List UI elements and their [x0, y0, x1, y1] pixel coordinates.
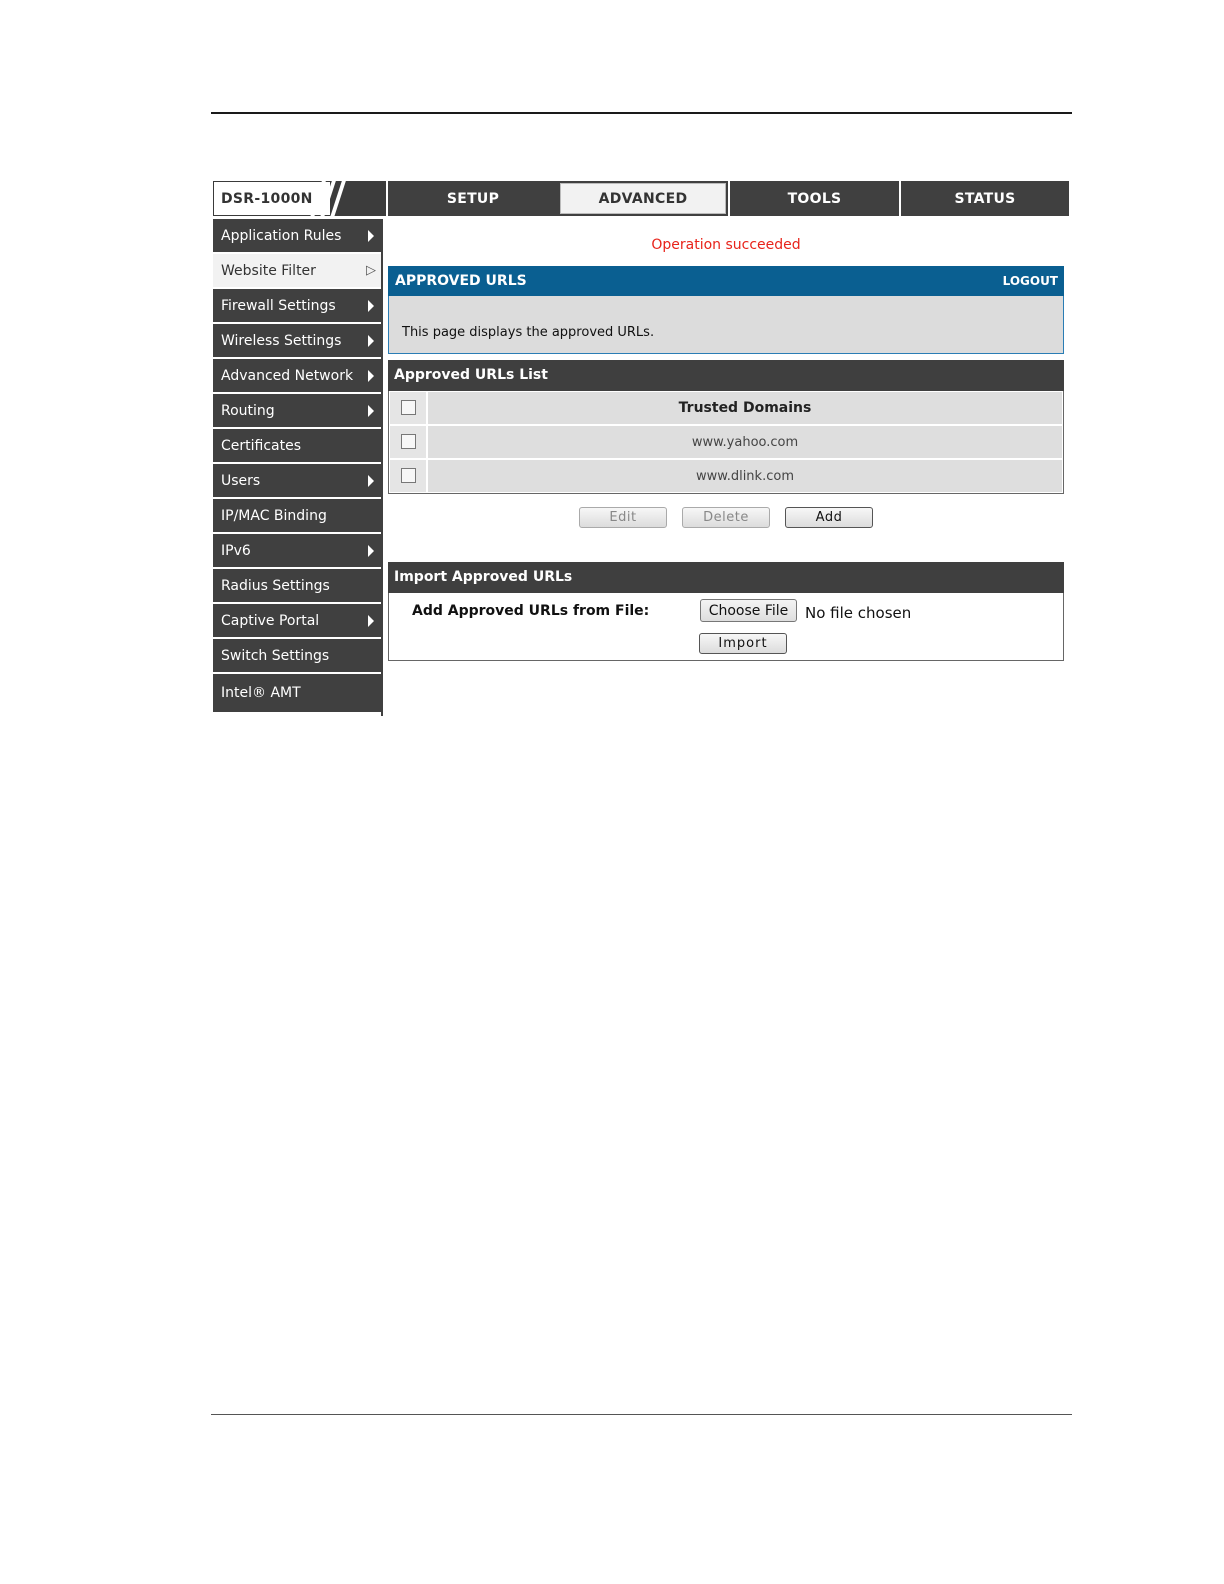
sidebar-item-label: Website Filter — [221, 262, 316, 279]
sidebar-item-application-rules[interactable] — [213, 219, 381, 252]
logout-link[interactable]: LOGOUT — [1002, 274, 1058, 288]
status-message: Operation succeeded — [651, 237, 801, 253]
chevron-right-icon — [368, 230, 374, 242]
sidebar-item-routing[interactable] — [213, 394, 381, 427]
sidebar-item-label: Radius Settings — [221, 577, 330, 594]
sidebar-item-firewall-settings[interactable] — [213, 289, 381, 322]
sidebar-item-label: Intel® AMT — [221, 685, 301, 701]
chevron-right-icon — [368, 615, 374, 627]
import-file-label: Add Approved URLs from File: — [412, 603, 650, 619]
page-top-rule — [211, 112, 1072, 114]
chevron-right-icon — [368, 545, 374, 557]
sidebar-item-wireless-settings[interactable] — [213, 324, 381, 357]
domain-cell: www.dlink.com — [428, 460, 1062, 492]
sidebar-item-switch-settings[interactable] — [213, 639, 381, 672]
sidebar-item-label: Captive Portal — [221, 612, 320, 629]
page-description: This page displays the approved URLs. — [402, 325, 655, 340]
sidebar-item-ipv6[interactable] — [213, 534, 381, 567]
edit-button[interactable]: Edit — [579, 507, 667, 528]
sidebar-item-certificates[interactable] — [213, 429, 381, 462]
page-bottom-rule — [211, 1414, 1072, 1415]
delete-button[interactable]: Delete — [682, 507, 770, 528]
chevron-right-icon — [368, 370, 374, 382]
sidebar-divider — [381, 219, 383, 716]
sidebar-item-label: Routing — [221, 402, 275, 419]
tab-advanced[interactable]: ADVANCED — [558, 181, 728, 216]
sidebar-item-label: Certificates — [221, 437, 302, 454]
column-header-trusted-domains: Trusted Domains — [428, 392, 1062, 424]
sidebar-item-ip-mac-binding[interactable] — [213, 499, 381, 532]
sidebar-item-label: Application Rules — [221, 227, 342, 244]
import-button[interactable]: Import — [699, 633, 787, 654]
row-checkbox[interactable] — [401, 468, 416, 483]
sidebar-item-advanced-network[interactable] — [213, 359, 381, 392]
model-name: DSR-1000N — [221, 191, 313, 207]
import-section — [388, 593, 1064, 661]
import-section-header: Import Approved URLs — [388, 562, 1064, 593]
row-checkbox-cell — [390, 426, 426, 458]
domain-cell: www.yahoo.com — [428, 426, 1062, 458]
table-row — [390, 460, 1062, 492]
row-checkbox-cell — [390, 460, 426, 492]
chevron-right-icon — [368, 405, 374, 417]
file-status-text: No file chosen — [805, 604, 912, 622]
table-row — [390, 426, 1062, 458]
sidebar-item-label: Advanced Network — [221, 367, 354, 384]
tab-status[interactable]: STATUS — [899, 181, 1069, 216]
sidebar-item-label: Firewall Settings — [221, 297, 336, 314]
sidebar-item-label: IP/MAC Binding — [221, 507, 327, 524]
sidebar-item-label: Users — [221, 472, 261, 489]
panel-header — [388, 266, 1064, 296]
sidebar-item-radius-settings[interactable] — [213, 569, 381, 602]
tab-tools[interactable]: TOOLS — [728, 181, 899, 216]
sidebar-item-captive-portal[interactable] — [213, 604, 381, 637]
sidebar-item-label: Wireless Settings — [221, 332, 342, 349]
choose-file-button[interactable]: Choose File — [700, 599, 797, 622]
approved-urls-list-header: Approved URLs List — [388, 360, 1064, 391]
select-all-cell — [390, 392, 426, 424]
select-all-checkbox[interactable] — [401, 400, 416, 415]
approved-urls-table — [388, 391, 1064, 494]
sidebar-item-label: Switch Settings — [221, 647, 330, 664]
sidebar-item-website-filter[interactable] — [213, 254, 381, 287]
logo-stripe — [330, 181, 386, 216]
sidebar-item-intel-amt[interactable] — [213, 674, 381, 712]
tab-setup[interactable]: SETUP — [386, 181, 558, 216]
sidebar-item-label: IPv6 — [221, 542, 251, 559]
chevron-right-outline-icon: ▷ — [366, 263, 376, 278]
chevron-right-icon — [368, 300, 374, 312]
sidebar-item-users[interactable] — [213, 464, 381, 497]
chevron-right-icon — [368, 335, 374, 347]
page-title: APPROVED URLS — [395, 273, 527, 289]
chevron-right-icon — [368, 475, 374, 487]
sidebar — [213, 219, 381, 714]
row-checkbox[interactable] — [401, 434, 416, 449]
table-header-row — [390, 392, 1062, 424]
add-button[interactable]: Add — [785, 507, 873, 528]
top-nav — [386, 181, 1069, 216]
panel-description-box — [388, 296, 1064, 354]
